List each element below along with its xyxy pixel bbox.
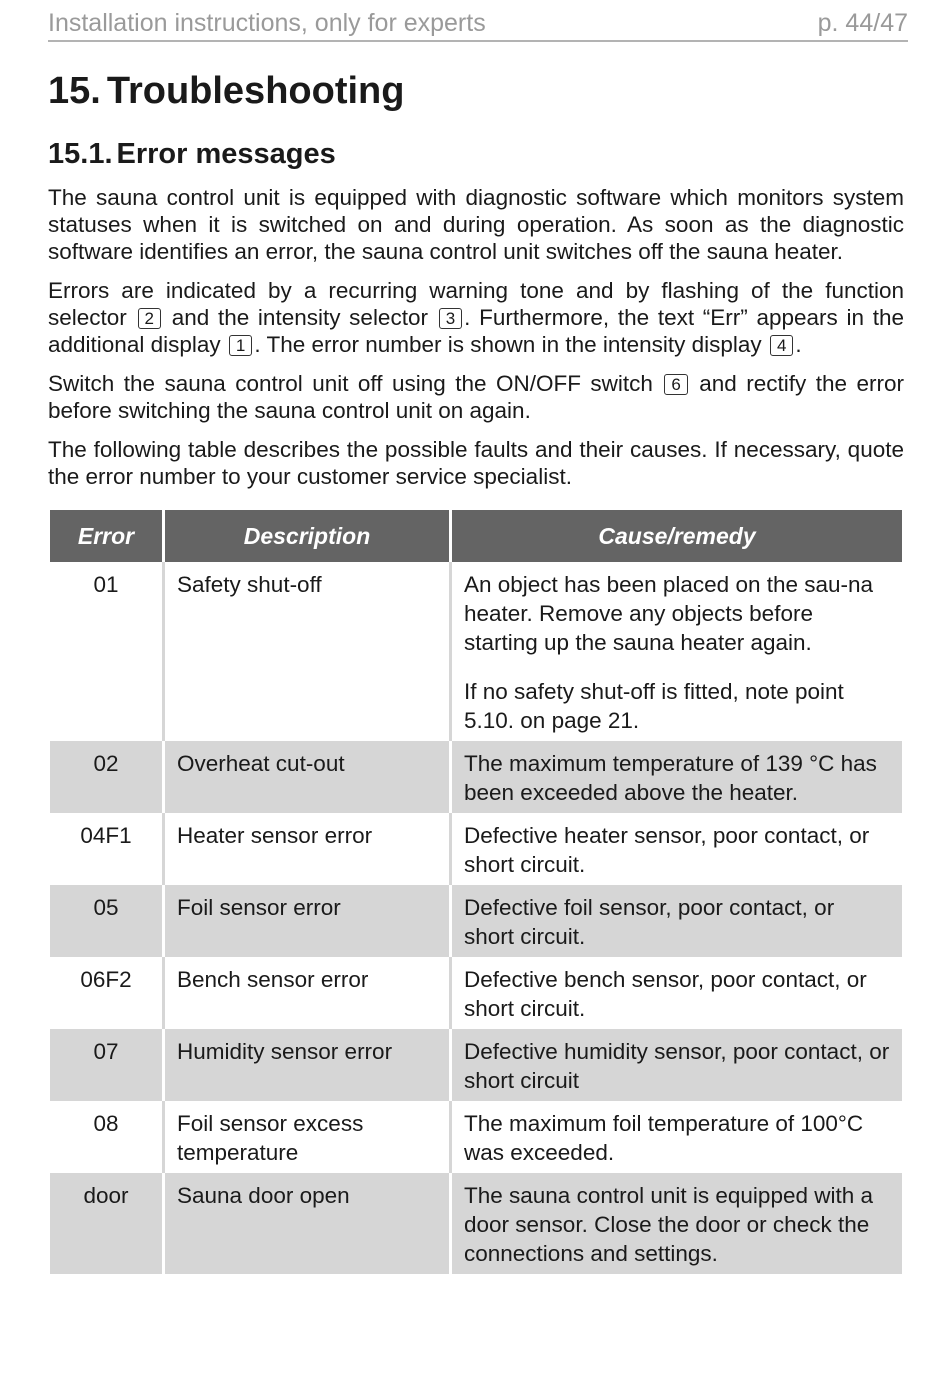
table-row: [50, 1173, 902, 1274]
error-description: Heater sensor error: [162, 813, 449, 885]
table-row: [50, 1101, 902, 1173]
cause-note: If no safety shut-off is fitted, note point 5.10. on page 21.: [464, 679, 844, 733]
function-selector-key: 2: [138, 308, 161, 329]
error-cause: The maximum foil temperature of 100°C was exceeded.: [449, 1101, 902, 1173]
error-code: 07: [50, 1029, 162, 1101]
error-cause: Defective foil sensor, poor contact, or short circuit.: [449, 885, 902, 957]
column-header-description: Description: [162, 510, 449, 562]
column-header-error: Error: [50, 510, 162, 562]
paragraph-diagnostics: The sauna control unit is equipped with diagnostic software which monitors system statuses when it is switched on and during operation. As soon as the diagnostic software identifies an error, the sauna control unit switches off the sauna heater.: [48, 185, 904, 264]
intensity-selector-key: 3: [439, 308, 462, 329]
error-cause: Defective heater sensor, poor contact, or short circuit.: [449, 813, 902, 885]
table-header-row: [50, 510, 902, 562]
error-table: [50, 510, 902, 1274]
additional-display-key: 1: [229, 335, 252, 356]
error-cause: The maximum temperature of 139 °C has been exceeded above the heater.: [449, 741, 902, 813]
text-fragment: and rectify the error before switching the sauna control unit on again.: [48, 371, 904, 423]
error-description: Sauna door open: [162, 1173, 449, 1274]
error-description: Humidity sensor error: [162, 1029, 449, 1101]
error-cause: [449, 562, 902, 741]
text-fragment: Errors are indicated by a recurring warning tone and by flashing of the function selector: [48, 278, 904, 330]
page-number: p. 44/47: [817, 9, 908, 37]
cause-text: An object has been placed on the sau-na heater. Remove any objects before starting up the sauna heater again.: [464, 572, 874, 655]
section-number: 15.: [48, 70, 101, 112]
text-fragment: Switch the sauna control unit off using the ON/OFF switch: [48, 371, 653, 396]
table-row: [50, 813, 902, 885]
table-row: [50, 885, 902, 957]
text-fragment: . The error number is shown in the intensity display: [254, 332, 762, 357]
running-header: [48, 0, 908, 42]
table-row: [50, 741, 902, 813]
section-heading: [48, 68, 908, 114]
error-description: Foil sensor error: [162, 885, 449, 957]
error-description: Overheat cut-out: [162, 741, 449, 813]
paragraph-table-intro: The following table describes the possible faults and their causes. If necessary, quote the error number to your customer service specialist.: [48, 437, 904, 489]
error-code: 02: [50, 741, 162, 813]
table-row: [50, 562, 902, 741]
paragraph-switch-off: [48, 370, 904, 424]
error-code: 01: [50, 562, 162, 741]
error-code: 08: [50, 1101, 162, 1173]
column-header-cause: Cause/remedy: [449, 510, 902, 562]
document-page: [48, 0, 908, 490]
error-code: door: [50, 1173, 162, 1274]
header-title: Installation instructions, only for experts: [48, 9, 486, 37]
error-code: 06F2: [50, 957, 162, 1029]
subsection-title: Error messages: [116, 138, 336, 170]
error-cause: Defective humidity sensor, poor contact, or short circuit: [449, 1029, 902, 1101]
error-description: Bench sensor error: [162, 957, 449, 1029]
text-fragment: and the intensity selector: [171, 305, 428, 330]
error-description: Foil sensor excess temperature: [162, 1101, 449, 1173]
on-off-switch-key: 6: [664, 374, 687, 395]
paragraph-indication: [48, 277, 904, 358]
error-cause: The sauna control unit is equipped with a door sensor. Close the door or check the connections and settings.: [449, 1173, 902, 1274]
text-fragment: . Furthermore, the text “Err” appears in the additional display: [48, 305, 904, 357]
table-row: [50, 957, 902, 1029]
table-row: [50, 1029, 902, 1101]
subsection-number: 15.1.: [48, 138, 113, 170]
subsection-heading: [48, 136, 908, 172]
error-code: 04F1: [50, 813, 162, 885]
error-cause: Defective bench sensor, poor contact, or short circuit.: [449, 957, 902, 1029]
error-code: 05: [50, 885, 162, 957]
intensity-display-key: 4: [770, 335, 793, 356]
error-description: Safety shut-off: [162, 562, 449, 741]
section-title: Troubleshooting: [106, 70, 405, 112]
text-fragment: .: [795, 332, 802, 357]
